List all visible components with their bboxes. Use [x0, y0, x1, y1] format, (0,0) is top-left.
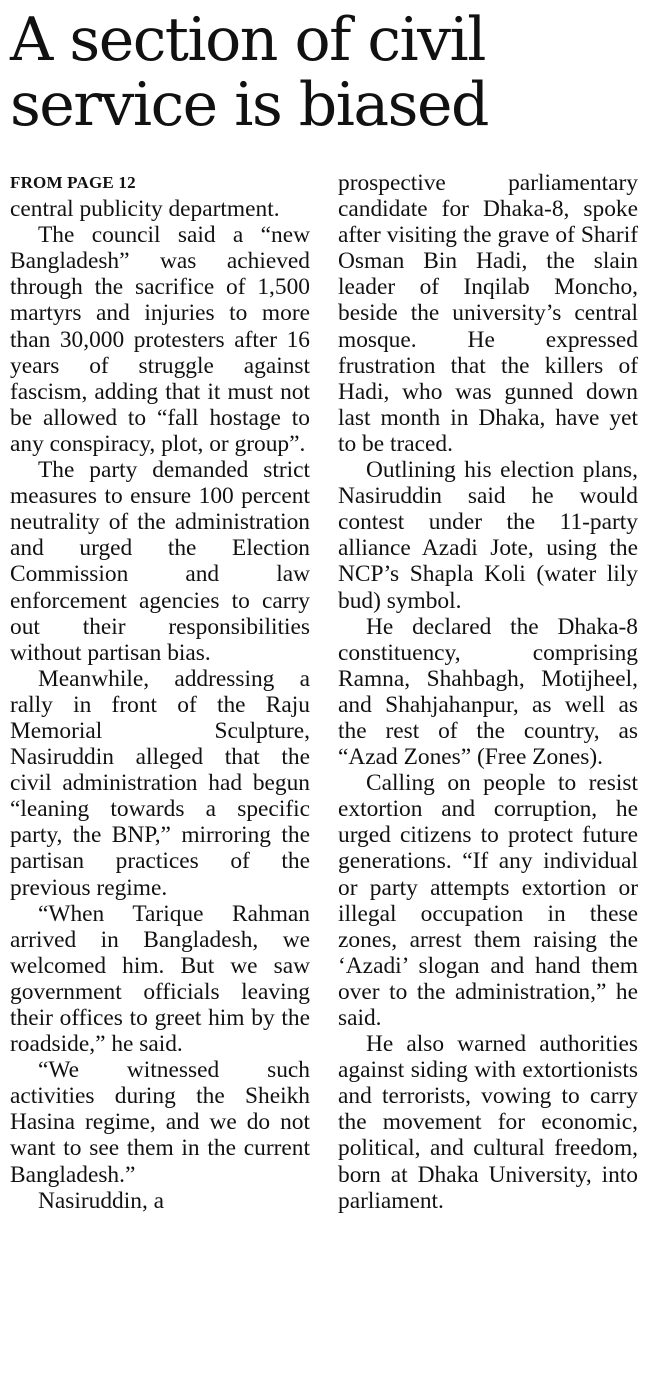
- paragraph: He declared the Dhaka-8 constituency, comprising Ramna, Shahbagh, Motijheel, and Shahjahanpur, as well as the rest of the country, as “Azad Zones” (Free Zones).: [338, 613, 638, 771]
- paragraph: “We witnessed such activities during the Sheikh Hasina regime, and we do not want to see them in the current Bangladesh.”: [10, 1057, 310, 1188]
- headline: [10, 5, 640, 140]
- paragraph: The party demanded strict measures to ensure 100 percent neutrality of the administration and urged the Election Commission and law enforcement agencies to carry out their responsibilities without partisan bias.: [10, 457, 310, 666]
- headline-line-1: A section of civil: [10, 5, 485, 75]
- right-column: [338, 170, 638, 1214]
- headline-line-2: service is biased: [10, 70, 488, 140]
- paragraph: Calling on people to resist extortion and corruption, he urged citizens to protect future generations. “If any individual or party attempts extortion or illegal occupation in these zones, arrest them raising the ‘Azadi’ slogan and hand them over to the administration,” he said.: [338, 770, 638, 1031]
- paragraph-continuation: central publicity department.: [10, 196, 280, 223]
- jump-label: FROM PAGE 12: [10, 173, 136, 192]
- paragraph: Nasiruddin, a: [38, 1187, 165, 1214]
- paragraph: He also warned authorities against siding with extortionists and terrorists, vowing to carry the movement for economic, political, and cultural freedom, born at Dhaka University, into parliament.: [338, 1031, 638, 1214]
- paragraph: “When Tarique Rahman arrived in Bangladesh, we welcomed him. But we saw government officials leaving their offices to greet him by the roadside,” he said.: [10, 900, 310, 1058]
- left-column: [10, 170, 310, 1214]
- paragraph-continuation: prospective parliamentary candidate for Dhaka-8, spoke after visiting the grave of Sharif Osman Bin Hadi, the slain leader of Inqilab Moncho, beside the university’s central mosque. He expressed frustration that the killers of Hadi, who was gunned down last month in Dhaka, have yet to be traced.: [338, 170, 638, 457]
- paragraph: Meanwhile, addressing a rally in front of the Raju Memorial Sculpture, Nasiruddin alleged that the civil administration had begun “leaning towards a specific party, the BNP,” mirroring the partisan practices of the previous regime.: [10, 665, 310, 901]
- paragraph: The council said a “new Bangladesh” was achieved through the sacrifice of 1,500 martyrs and injuries to more than 30,000 protesters after 16 years of struggle against fascism, adding that it must not be allowed to “fall hostage to any conspiracy, plot, or group”.: [10, 222, 310, 457]
- paragraph: Outlining his election plans, Nasiruddin said he would contest under the 11-party alliance Azadi Jote, using the NCP’s Shapla Koli (water lily bud) symbol.: [338, 457, 638, 614]
